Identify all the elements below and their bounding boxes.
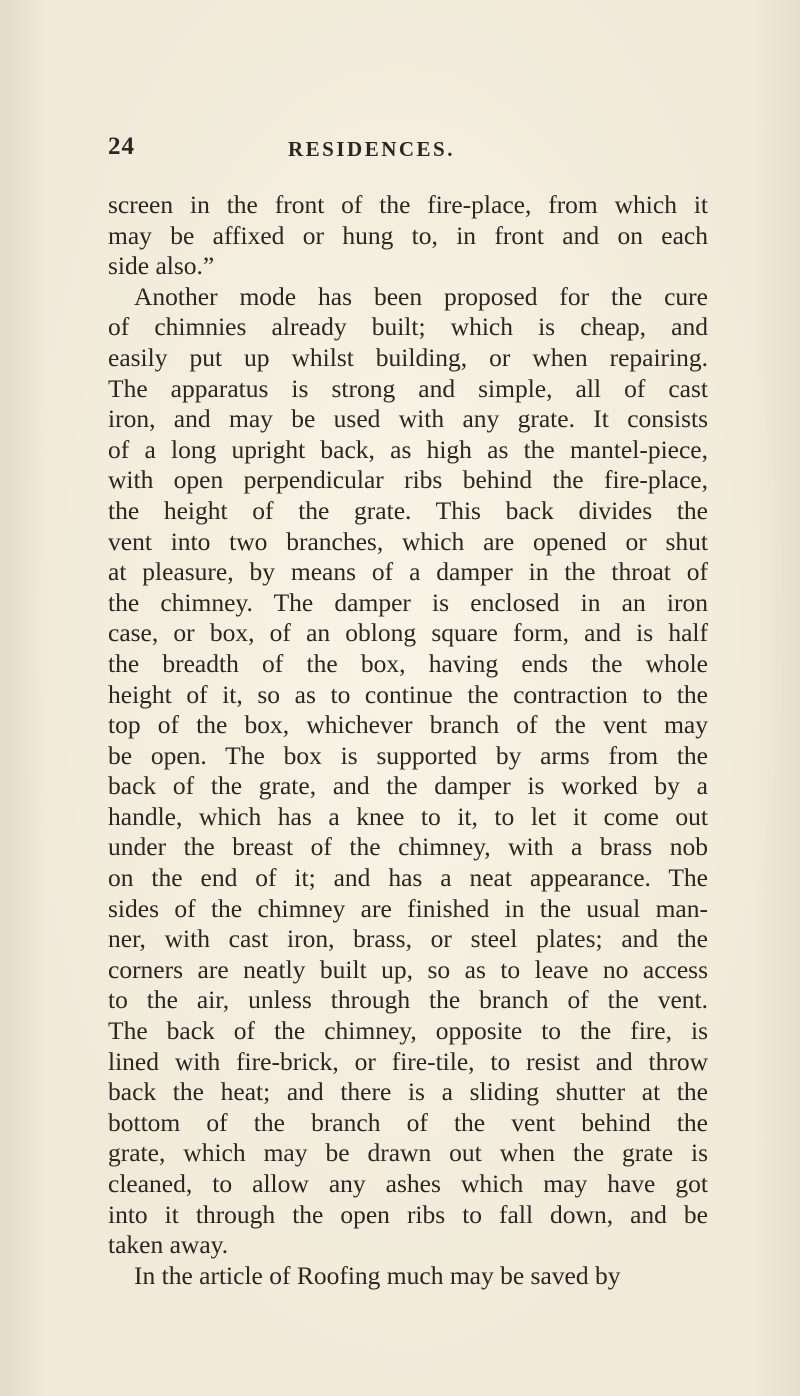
text-line: side also.” (108, 251, 215, 281)
text-line: In the article of Roofing much may be saved by (134, 1260, 621, 1290)
text-line: into it through the open ribs to fall down, and be (108, 1199, 708, 1229)
text-line: cleaned, to allow any ashes which may have got (108, 1169, 708, 1198)
text-line: Another mode has been proposed for the cure (134, 281, 708, 311)
text-line: may be affixed or hung to, in front and on each (108, 220, 708, 250)
text-line: taken away. (108, 1230, 229, 1260)
text-line: The apparatus is strong and simple, all of cast (108, 373, 708, 403)
text-line: under the breast of the chimney, with a brass nob (108, 832, 708, 862)
text-line: bottom of the branch of the vent behind the (108, 1107, 708, 1137)
running-head: RESIDENCES. (288, 137, 455, 161)
text-line: height of it, so as to continue the contraction to the (108, 679, 708, 709)
text-line: the height of the grate. This back divides the (108, 495, 708, 525)
text-line: on the end of it; and has a neat appearance. The (108, 863, 708, 893)
text-line: back of the grate, and the damper is worked by a (108, 771, 708, 801)
text-line: The back of the chimney, opposite to the fire, is (108, 1016, 708, 1046)
page-number: 24 (108, 133, 135, 160)
text-line: screen in the front of the fire-place, from which it (108, 190, 708, 219)
text-line: case, or box, of an oblong square form, and is half (108, 618, 708, 648)
text-line: handle, which has a knee to it, to let it come out (108, 801, 708, 831)
text-line: be open. The box is supported by arms from the (108, 740, 708, 770)
text-line: vent into two branches, which are opened or shut (108, 526, 708, 556)
text-line: top of the box, whichever branch of the vent may (108, 710, 708, 740)
text-line: easily put up whilst building, or when repairing. (108, 342, 708, 372)
text-line: the breadth of the box, having ends the whole (108, 648, 708, 678)
text-line: of chimnies already built; which is cheap, and (108, 312, 708, 342)
text-line: corners are neatly built up, so as to leave no access (108, 954, 708, 984)
body-text (108, 190, 708, 1291)
text-line: at pleasure, by means of a damper in the throat of (108, 557, 708, 587)
text-line: with open perpendicular ribs behind the fire-place, (108, 465, 708, 495)
text-line: to the air, unless through the branch of the vent. (108, 985, 708, 1015)
text-line: grate, which may be drawn out when the grate is (108, 1138, 708, 1168)
text-line: sides of the chimney are finished in the usual man- (108, 893, 708, 923)
text-line: ner, with cast iron, brass, or steel plates; and the (108, 924, 708, 954)
page-header (108, 133, 708, 173)
text-line: of a long upright back, as high as the mantel-piece, (108, 434, 708, 464)
text-line: the chimney. The damper is enclosed in an iron (108, 587, 708, 617)
text-line: lined with fire-brick, or fire-tile, to resist and throw (108, 1046, 708, 1076)
text-line: back the heat; and there is a sliding shutter at the (108, 1077, 708, 1107)
text-line: iron, and may be used with any grate. It consists (108, 404, 708, 434)
